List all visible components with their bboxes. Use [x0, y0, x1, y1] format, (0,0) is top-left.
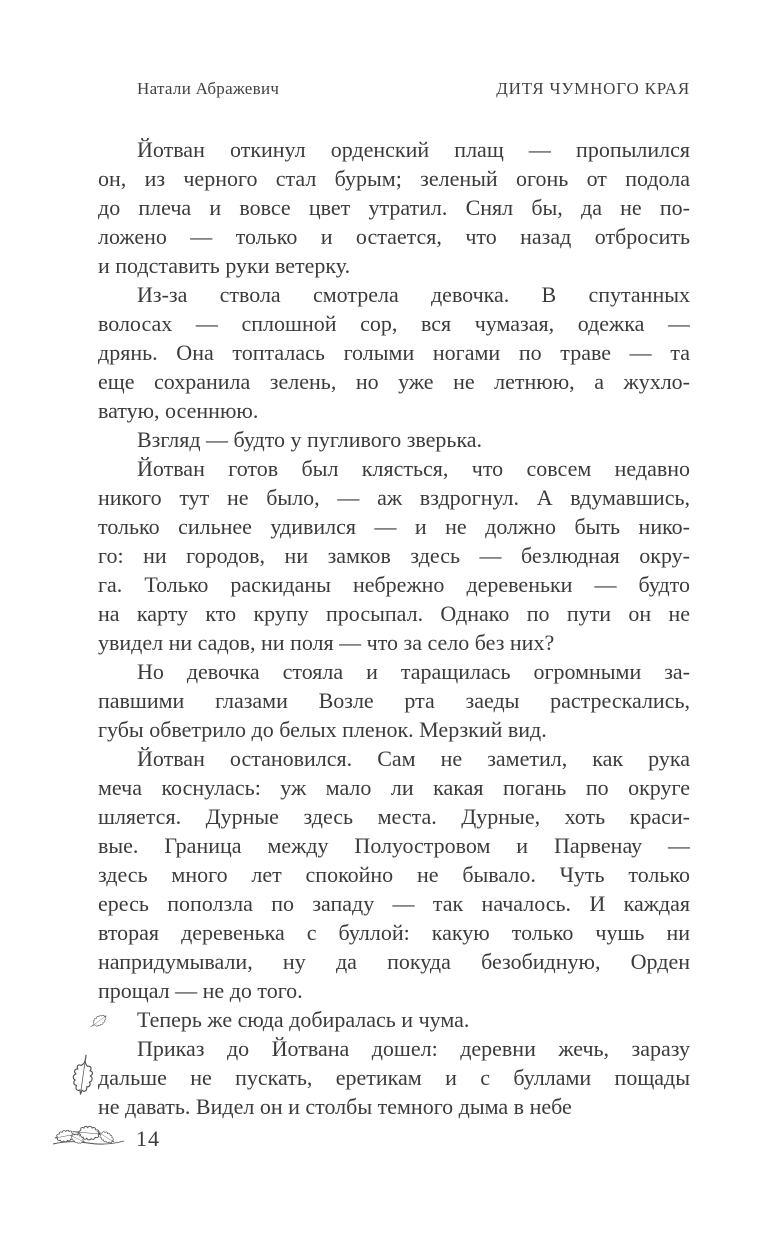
- body-text: [98, 135, 690, 1121]
- text-line: ересь поползла по западу — так началось. И каждая: [98, 891, 690, 916]
- leaf-pile-icon: [48, 1110, 128, 1150]
- text-line: павшими глазами Возле рта заеды растрескались,: [98, 688, 690, 713]
- text-line: го: ни городов, ни замков здесь — безлюдная окру-: [98, 543, 690, 568]
- text-line: Из-за ствола смотрела девочка. В спутанных: [137, 282, 690, 307]
- running-header: [98, 79, 690, 99]
- page-number: 14: [136, 1126, 160, 1151]
- text-line: увидел ни садов, ни поля — что за село без них?: [98, 630, 555, 655]
- text-line: и подставить руки ветерку.: [98, 253, 351, 278]
- text-line: Йотван остановился. Сам не заметил, как рука: [137, 746, 690, 771]
- text-line: Йотван готов был клясться, что совсем недавно: [137, 456, 690, 481]
- text-line: Теперь же сюда добиралась и чума.: [137, 1007, 470, 1032]
- text-line: вые. Граница между Полуостровом и Парвенау —: [98, 833, 690, 858]
- oak-leaf-icon: [70, 1052, 98, 1100]
- text-line: только сильнее удивился — и не должно быть нико-: [98, 514, 690, 539]
- falling-leaf-small-icon: [87, 1007, 113, 1035]
- text-line: меча коснулась: уж мало ли какая погань по округе: [98, 775, 690, 800]
- text-line: ватую, осеннюю.: [98, 398, 259, 423]
- text-line: на карту кто крупу просыпал. Однако по пути он не: [98, 601, 690, 626]
- text-line: Йотван откинул орденский плащ — пропылился: [137, 137, 690, 162]
- text-line: дрянь. Она топталась голыми ногами по траве — та: [98, 340, 690, 365]
- text-line: до плеча и вовсе цвет утратил. Снял бы, да не по-: [98, 195, 690, 220]
- text-line: Взгляд — будто у пугливого зверька.: [137, 427, 483, 452]
- text-line: Приказ до Йотвана дошел: деревни жечь, заразу: [137, 1036, 690, 1061]
- text-line: никого тут не было, — аж вздрогнул. А вдумавшись,: [98, 485, 690, 510]
- text-line: волосах — сплошной сор, вся чумазая, одежка —: [98, 311, 690, 336]
- author-name: Натали Абражевич: [137, 79, 280, 98]
- text-line: вторая деревенька с буллой: какую только чушь ни: [98, 920, 690, 945]
- text-line: прощал — не до того.: [98, 978, 303, 1003]
- text-line: не давать. Видел он и столбы темного дыма в небе: [98, 1094, 572, 1119]
- text-line: Но девочка стояла и таращилась огромными за-: [137, 659, 690, 684]
- book-title: ДИТЯ ЧУМНОГО КРАЯ: [496, 79, 690, 98]
- text-line: он, из черного стал бурым; зеленый огонь от подола: [98, 166, 690, 191]
- text-line: напридумывали, ну да покуда безобидную, Орден: [98, 949, 690, 974]
- text-line: га. Только раскиданы небрежно деревеньки — будто: [98, 572, 690, 597]
- text-line: шляется. Дурные здесь места. Дурные, хоть краси-: [98, 804, 690, 829]
- text-line: губы обветрило до белых пленок. Мерзкий вид.: [98, 717, 547, 742]
- text-line: ложено — только и остается, что назад отбросить: [98, 224, 690, 249]
- text-line: здесь много лет спокойно не бывало. Чуть только: [98, 862, 690, 887]
- text-line: дальше не пускать, еретикам и с буллами пощады: [98, 1065, 690, 1090]
- text-line: еще сохранила зелень, но уже не летнюю, а жухло-: [98, 369, 690, 394]
